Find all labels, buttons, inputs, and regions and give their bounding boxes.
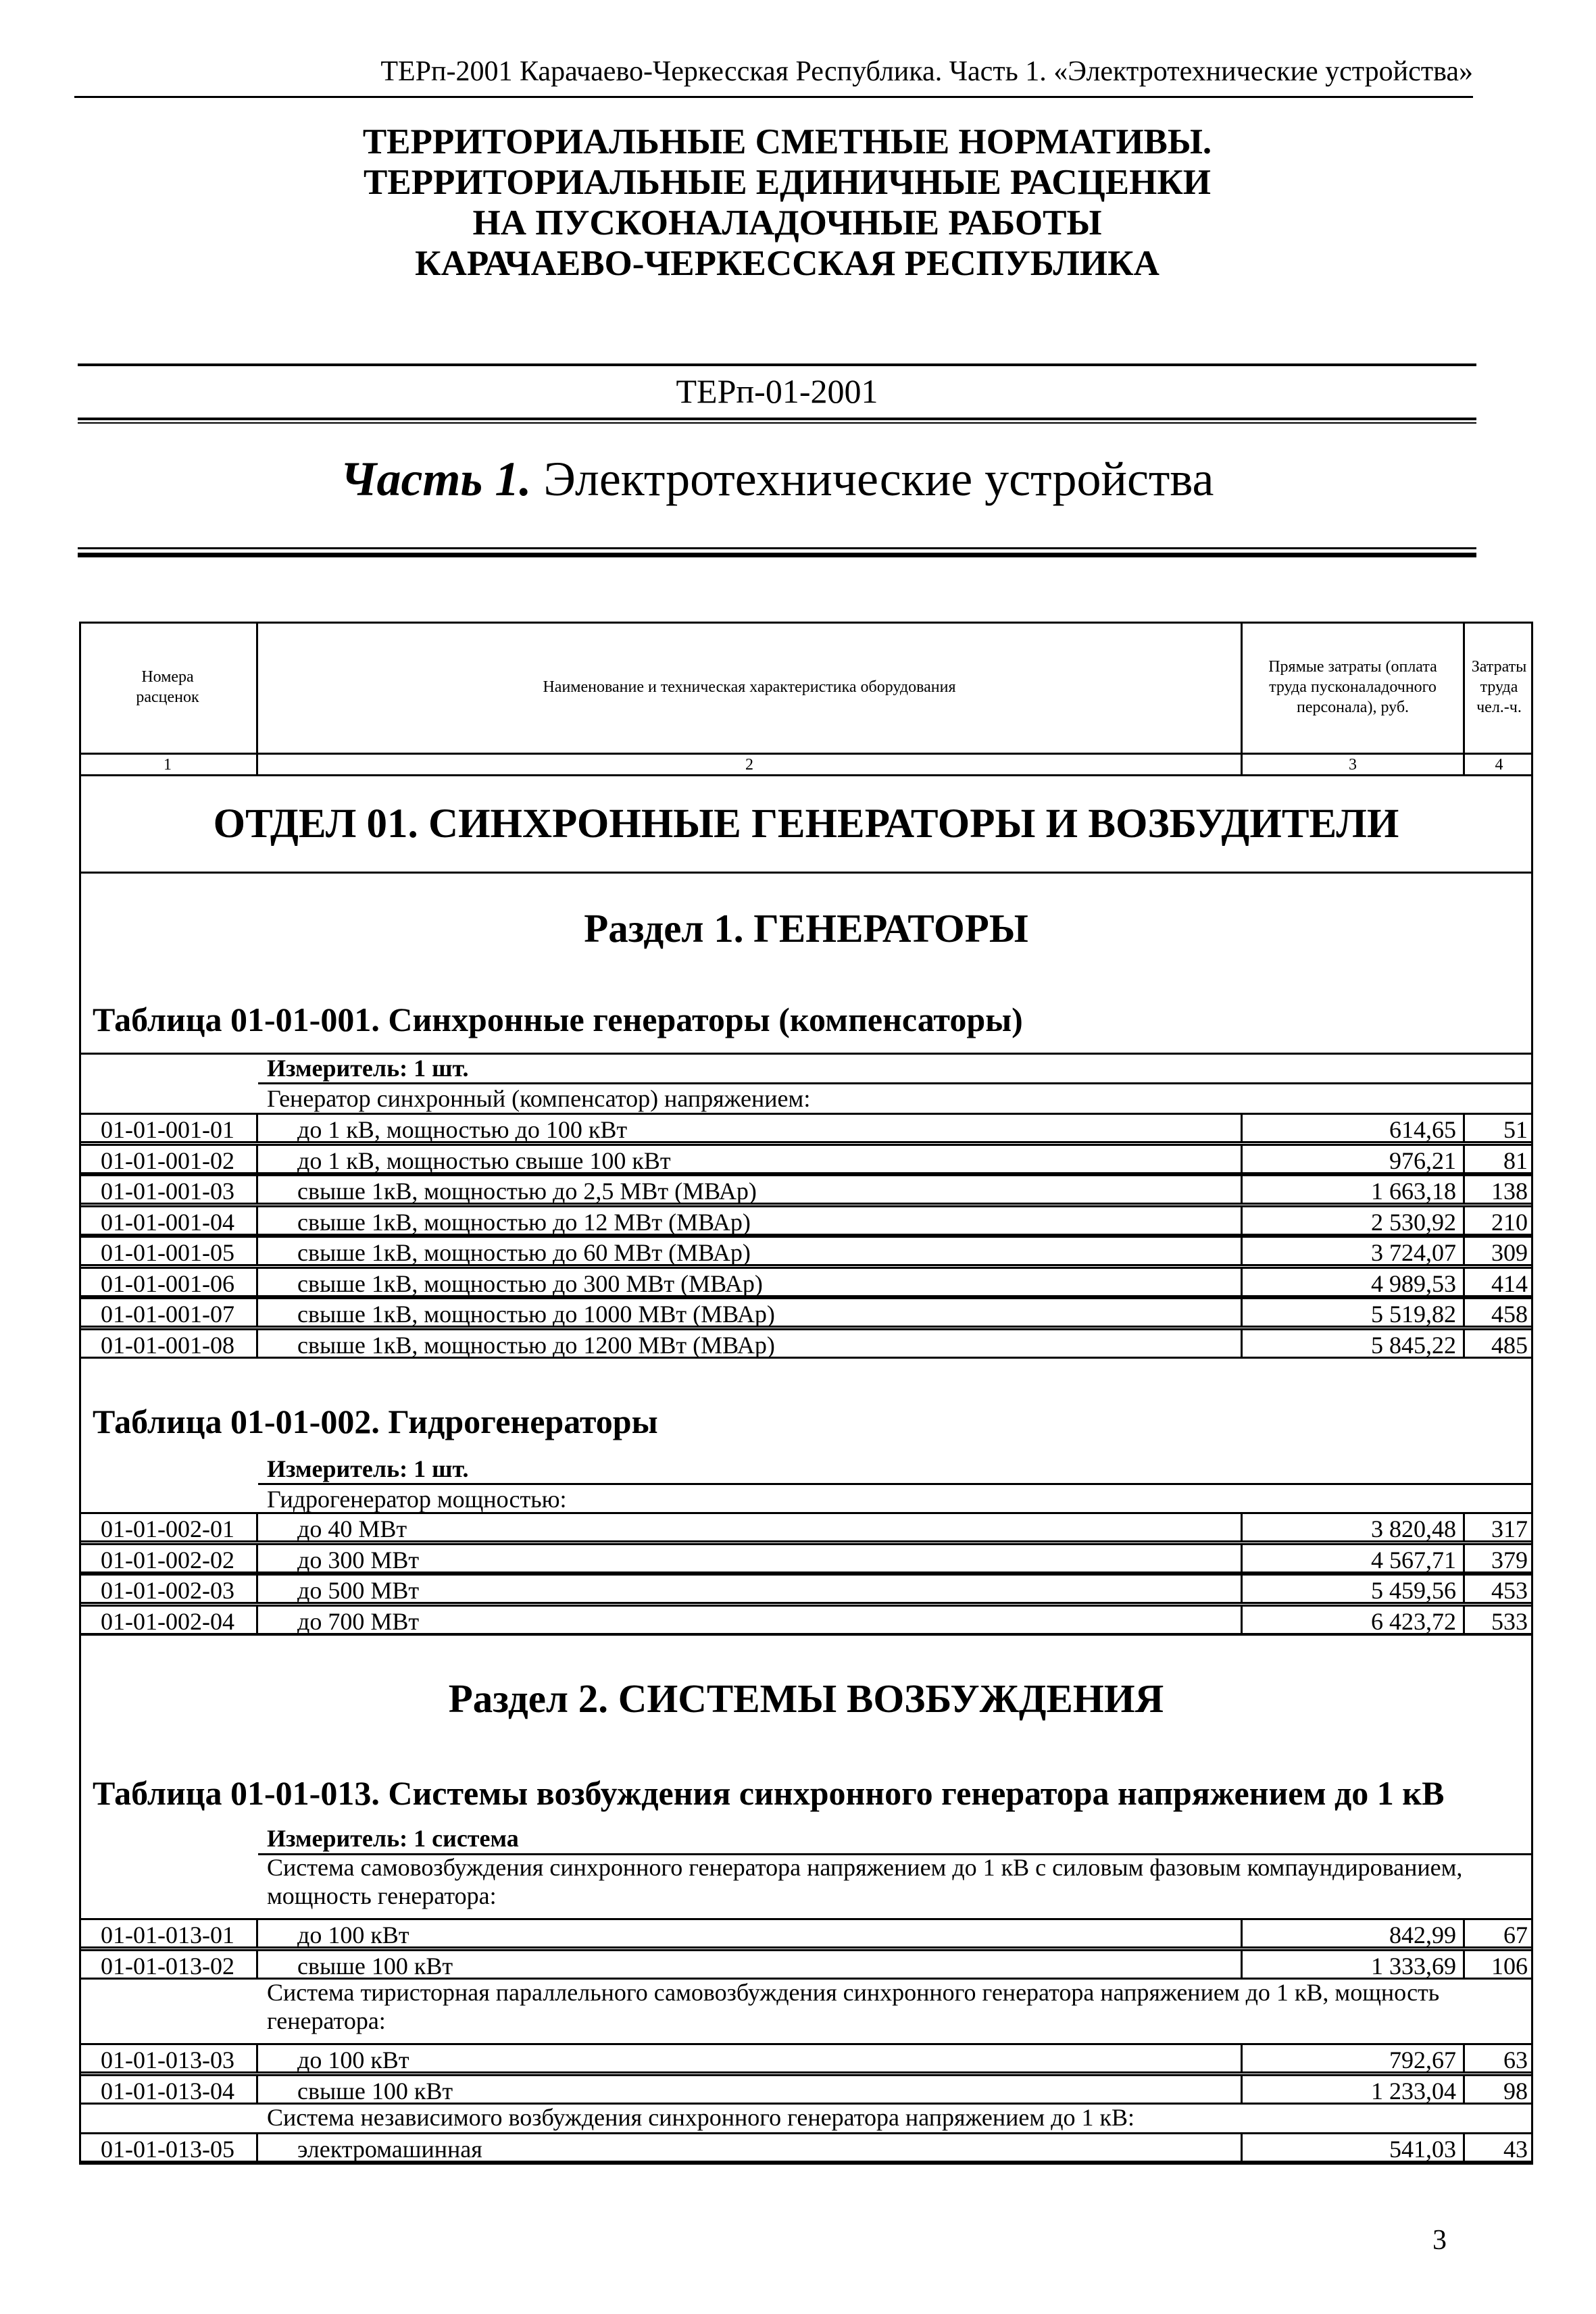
measure-unit: Измеритель: 1 шт. [267, 1055, 469, 1082]
group-description: Генератор синхронный (компенсатор) напряжением: [258, 1082, 1533, 1113]
direct-cost: 4 567,71 [1243, 1543, 1465, 1574]
rate-code: 01-01-013-03 [79, 2043, 258, 2073]
equipment-name: свыше 100 кВт [258, 1949, 1243, 1980]
group-description: Система самовозбуждения синхронного генератора напряжением до 1 кВ с силовым фазовым компаундированием, мощность генератора: [267, 1854, 1463, 1909]
table-row [79, 1205, 1533, 1236]
equipment-name: до 1 кВ, мощностью до 100 кВт [258, 1113, 1243, 1143]
direct-cost: 976,21 [1243, 1144, 1465, 1174]
table-row [79, 1543, 1533, 1574]
measure-unit: Измеритель: 1 шт. [267, 1455, 469, 1482]
table-row [79, 1605, 1533, 1635]
section-heading: Раздел 2. СИСТЕМЫ ВОЗБУЖДЕНИЯ [448, 1676, 1164, 1721]
title-line: КАРАЧАЕВО-ЧЕРКЕССКАЯ РЕСПУБЛИКА [415, 244, 1159, 283]
equipment-name: до 100 кВт [258, 1918, 1243, 1948]
labor-cost: 379 [1465, 1543, 1533, 1574]
table-row [79, 1236, 1533, 1266]
equipment-name: до 500 МВт [258, 1574, 1243, 1604]
table-row [79, 2043, 1533, 2073]
labor-cost: 138 [1465, 1174, 1533, 1205]
rate-code: 01-01-001-03 [79, 1174, 258, 1205]
part-text: Электротехнические устройства [531, 452, 1214, 506]
rate-code: 01-01-001-02 [79, 1144, 258, 1174]
labor-cost: 63 [1465, 2043, 1533, 2073]
equipment-name: до 1 кВ, мощностью свыше 100 кВт [258, 1144, 1243, 1174]
rate-code: 01-01-002-03 [79, 1574, 258, 1604]
direct-cost: 541,03 [1243, 2132, 1465, 2163]
document-title [74, 122, 1500, 284]
equipment-name: до 700 МВт [258, 1605, 1243, 1635]
labor-cost: 533 [1465, 1605, 1533, 1635]
table-row [79, 1144, 1533, 1174]
rate-code: 01-01-013-04 [79, 2074, 258, 2105]
direct-cost: 792,67 [1243, 2043, 1465, 2073]
rate-code: 01-01-013-01 [79, 1918, 258, 1948]
divider [78, 553, 1476, 557]
rate-code: 01-01-001-08 [79, 1328, 258, 1359]
table-row [79, 1267, 1533, 1297]
rate-code: 01-01-001-05 [79, 1236, 258, 1266]
rate-code: 01-01-001-06 [79, 1267, 258, 1297]
direct-cost: 1 663,18 [1243, 1174, 1465, 1205]
table-row [79, 1328, 1533, 1359]
table-row [79, 1949, 1533, 1980]
page-number: 3 [1432, 2225, 1447, 2256]
rate-code: 01-01-013-05 [79, 2132, 258, 2163]
direct-cost: 4 989,53 [1243, 1267, 1465, 1297]
column-number: 2 [258, 755, 1243, 774]
labor-cost: 210 [1465, 1205, 1533, 1236]
divider [78, 547, 1476, 549]
labor-cost: 458 [1465, 1297, 1533, 1328]
rate-code: 01-01-001-07 [79, 1297, 258, 1328]
equipment-name: свыше 1кВ, мощностью до 1200 МВт (МВАр) [258, 1328, 1243, 1359]
direct-cost: 3 724,07 [1243, 1236, 1465, 1266]
direct-cost: 1 233,04 [1243, 2074, 1465, 2105]
rate-code: 01-01-002-01 [79, 1512, 258, 1542]
header-col-direct-costs: Прямые затраты (оплата труда пусконаладочного персонала), руб. [1243, 622, 1465, 753]
title-line: ТЕРРИТОРИАЛЬНЫЕ СМЕТНЫЕ НОРМАТИВЫ. [362, 122, 1212, 161]
group-description: Гидрогенератор мощностью: [258, 1483, 1533, 1513]
equipment-name: свыше 1кВ, мощностью до 2,5 МВт (МВАр) [258, 1174, 1243, 1205]
labor-cost: 414 [1465, 1267, 1533, 1297]
rate-code: 01-01-002-04 [79, 1605, 258, 1635]
running-head: ТЕРп-2001 Карачаево-Черкесская Республика. Часть 1. «Электротехнические устройства» [380, 56, 1473, 87]
labor-cost: 43 [1465, 2132, 1533, 2163]
direct-cost: 3 820,48 [1243, 1512, 1465, 1542]
row-divider [79, 1634, 1533, 1636]
rate-code: 01-01-002-02 [79, 1543, 258, 1574]
labor-cost: 317 [1465, 1512, 1533, 1542]
equipment-name: свыше 1кВ, мощностью до 1000 МВт (МВАр) [258, 1297, 1243, 1328]
column-number: 4 [1495, 755, 1503, 774]
labor-cost: 98 [1465, 2074, 1533, 2105]
direct-cost: 842,99 [1243, 1918, 1465, 1948]
table-row [79, 1574, 1533, 1604]
labor-cost: 453 [1465, 1574, 1533, 1604]
equipment-name: электромашинная [258, 2132, 1243, 2163]
direct-cost: 5 519,82 [1243, 1297, 1465, 1328]
part-label: Часть 1. [340, 452, 532, 506]
equipment-name: свыше 1кВ, мощностью до 300 МВт (МВАр) [258, 1267, 1243, 1297]
group-description: Система независимого возбуждения синхронного генератора напряжением до 1 кВ: [267, 2104, 1135, 2131]
labor-cost: 485 [1465, 1328, 1533, 1359]
rate-code: 01-01-001-01 [79, 1113, 258, 1143]
table-row [79, 1297, 1533, 1328]
table-row [79, 1512, 1533, 1542]
table-row [79, 2074, 1533, 2105]
header-col-codes: Номера расценок [79, 622, 258, 753]
title-line: НА ПУСКОНАЛАДОЧНЫЕ РАБОТЫ [472, 203, 1102, 243]
header-col-name: Наименование и техническая характеристика оборудования [258, 622, 1243, 753]
direct-cost: 6 423,72 [1243, 1605, 1465, 1635]
document-code: ТЕРп-01-2001 [676, 372, 878, 410]
section-heading: Раздел 1. ГЕНЕРАТОРЫ [584, 906, 1028, 951]
department-heading: ОТДЕЛ 01. СИНХРОННЫЕ ГЕНЕРАТОРЫ И ВОЗБУДИТЕЛИ [79, 776, 1533, 874]
equipment-name: до 100 кВт [258, 2043, 1243, 2073]
direct-cost: 5 459,56 [1243, 1574, 1465, 1604]
table-row [79, 1918, 1533, 1948]
direct-cost: 1 333,69 [1243, 1949, 1465, 1980]
header-col-labor: Затраты труда чел.-ч. [1471, 658, 1527, 716]
equipment-name: свыше 1кВ, мощностью до 12 МВт (МВАр) [258, 1205, 1243, 1236]
divider [78, 422, 1476, 424]
column-numbers [79, 755, 1533, 776]
divider [78, 363, 1476, 366]
labor-cost: 106 [1465, 1949, 1533, 1980]
labor-cost: 81 [1465, 1144, 1533, 1174]
direct-cost: 5 845,22 [1243, 1328, 1465, 1359]
rate-code: 01-01-013-02 [79, 1949, 258, 1980]
labor-cost: 51 [1465, 1113, 1533, 1143]
labor-cost: 309 [1465, 1236, 1533, 1266]
table-row [79, 1113, 1533, 1143]
title-line: ТЕРРИТОРИАЛЬНЫЕ ЕДИНИЧНЫЕ РАСЦЕНКИ [363, 163, 1212, 202]
table-title: Таблица 01-01-002. Гидрогенераторы [93, 1403, 658, 1440]
table-row [79, 2132, 1533, 2163]
equipment-name: до 300 МВт [258, 1543, 1243, 1574]
part-title [78, 451, 1476, 507]
rate-code: 01-01-001-04 [79, 1205, 258, 1236]
column-number: 1 [79, 755, 258, 774]
table-header [79, 622, 1533, 755]
table-row [79, 1174, 1533, 1205]
direct-cost: 2 530,92 [1243, 1205, 1465, 1236]
table-title: Таблица 01-01-001. Синхронные генераторы (компенсаторы) [93, 1001, 1023, 1038]
equipment-name: свыше 100 кВт [258, 2074, 1243, 2105]
group-description: Система тиристорная параллельного самовозбуждения синхронного генератора напряжением до 1 кВ, мощность генератора: [267, 1979, 1440, 2034]
column-number: 3 [1243, 755, 1465, 774]
measure-unit: Измеритель: 1 система [267, 1825, 519, 1852]
running-head-rule [74, 96, 1473, 98]
divider [78, 418, 1476, 420]
table-title: Таблица 01-01-013. Системы возбуждения синхронного генератора напряжением до 1 кВ [93, 1774, 1445, 1812]
equipment-name: свыше 1кВ, мощностью до 60 МВт (МВАр) [258, 1236, 1243, 1266]
direct-cost: 614,65 [1243, 1113, 1465, 1143]
labor-cost: 67 [1465, 1918, 1533, 1948]
equipment-name: до 40 МВт [258, 1512, 1243, 1542]
